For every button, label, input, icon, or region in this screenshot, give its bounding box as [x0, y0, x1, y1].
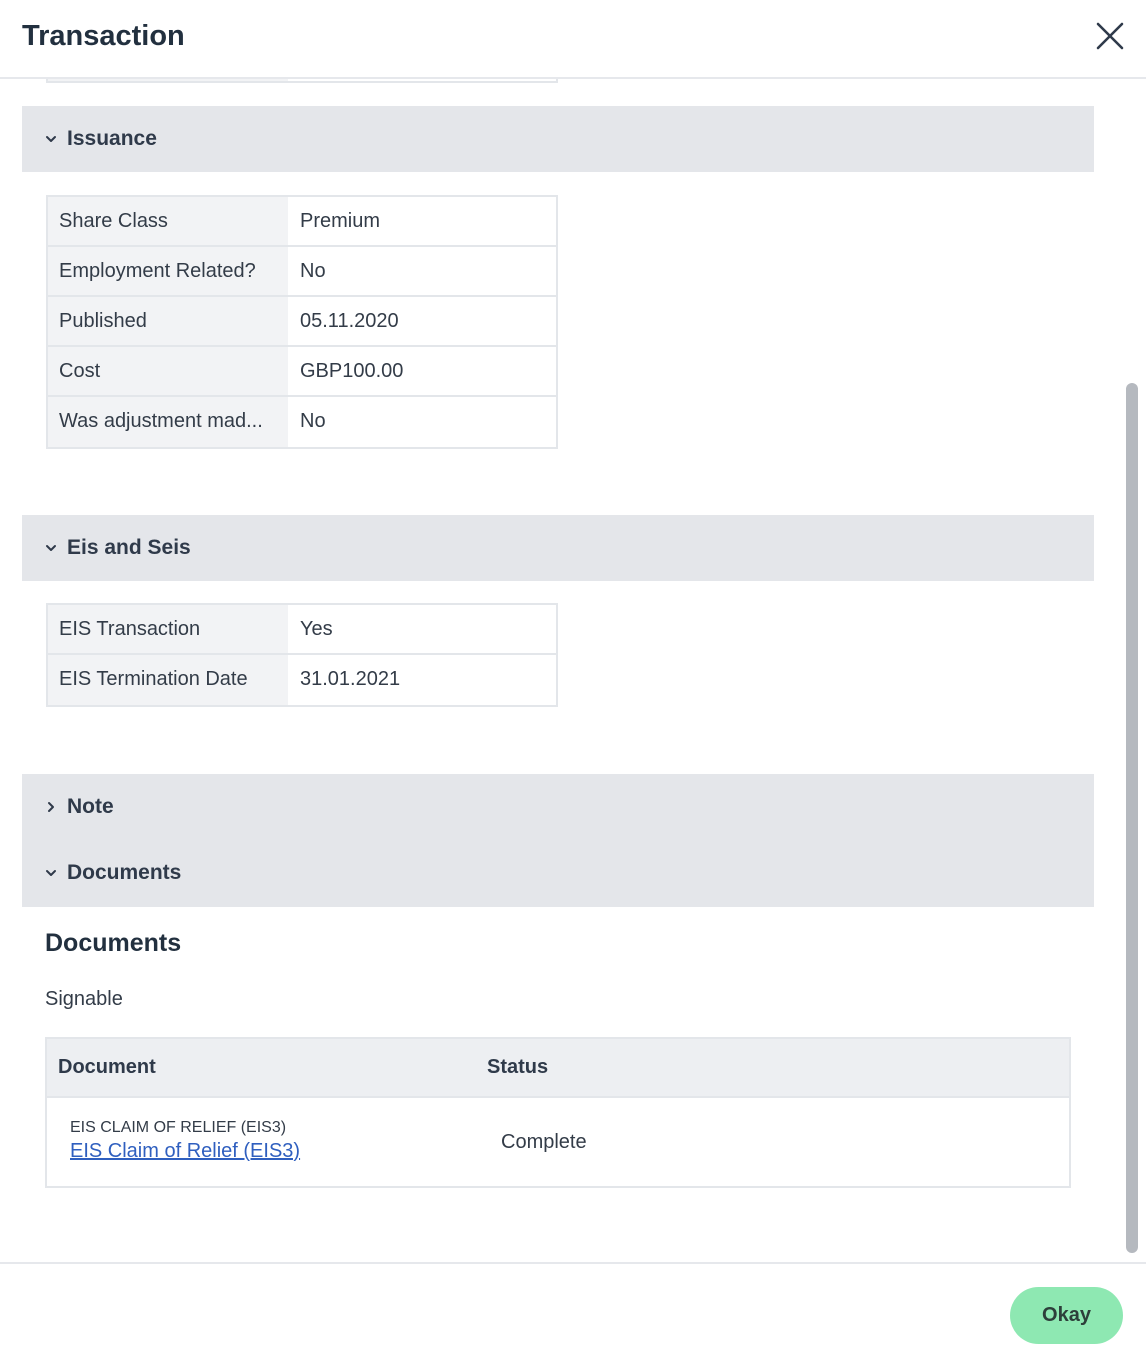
row-value: No	[300, 410, 326, 432]
section-label-documents: Documents	[67, 861, 182, 884]
row-key: Was adjustment mad...	[48, 397, 288, 447]
table-row	[48, 347, 556, 397]
close-button[interactable]	[1092, 18, 1128, 54]
row-value: 05.11.2020	[300, 310, 399, 332]
table-row	[48, 197, 556, 247]
column-header-status: Status	[487, 1056, 549, 1078]
document-type: EIS CLAIM OF RELIEF (EIS3)	[70, 1119, 287, 1136]
chevron-down-icon	[45, 867, 57, 879]
table-row	[48, 655, 556, 705]
document-link[interactable]: EIS Claim of Relief (EIS3)	[70, 1140, 301, 1162]
row-key: Cost	[48, 347, 288, 395]
document-status: Complete	[501, 1131, 587, 1153]
row-value: Yes	[300, 618, 333, 640]
row-value: No	[300, 260, 326, 282]
table-row	[48, 297, 556, 347]
row-key: Published	[48, 297, 288, 345]
section-label-eis: Eis and Seis	[67, 536, 191, 559]
section-group-note-documents	[22, 774, 1094, 907]
modal-header	[0, 0, 1146, 79]
table-header	[47, 1039, 1069, 1098]
row-key: EIS Transaction	[48, 605, 288, 653]
section-issuance[interactable]	[22, 106, 1094, 172]
section-label-issuance: Issuance	[67, 127, 157, 150]
row-value: GBP100.00	[300, 360, 404, 382]
issuance-table	[46, 195, 558, 449]
scrollbar-thumb[interactable]	[1126, 383, 1138, 1253]
eis-table	[46, 603, 558, 707]
chevron-down-icon	[45, 133, 57, 145]
okay-button[interactable]: Okay	[1010, 1287, 1123, 1344]
table-row	[47, 1098, 1069, 1186]
table-row	[48, 397, 556, 447]
table-row	[48, 605, 556, 655]
section-eis-and-seis[interactable]	[22, 515, 1094, 581]
section-documents[interactable]	[22, 840, 1094, 906]
documents-heading: Documents	[45, 929, 182, 957]
close-icon	[1092, 18, 1128, 54]
section-label-note: Note	[67, 795, 114, 818]
modal-body[interactable]	[0, 79, 1146, 1262]
modal-footer	[0, 1262, 1146, 1360]
documents-table	[45, 1037, 1071, 1188]
row-key: EIS Termination Date	[48, 655, 288, 705]
documents-subheading: Signable	[45, 988, 123, 1010]
section-note[interactable]	[22, 774, 1094, 840]
row-value: 31.01.2021	[300, 668, 401, 690]
modal-title: Transaction	[22, 20, 185, 52]
table-row	[48, 247, 556, 297]
column-header-document: Document	[58, 1056, 156, 1078]
row-key: Share Class	[48, 197, 288, 245]
chevron-down-icon	[45, 542, 57, 554]
chevron-right-icon	[45, 801, 57, 813]
previous-table-remnant	[46, 79, 558, 83]
row-key: Employment Related?	[48, 247, 288, 295]
row-value: Premium	[300, 210, 381, 232]
